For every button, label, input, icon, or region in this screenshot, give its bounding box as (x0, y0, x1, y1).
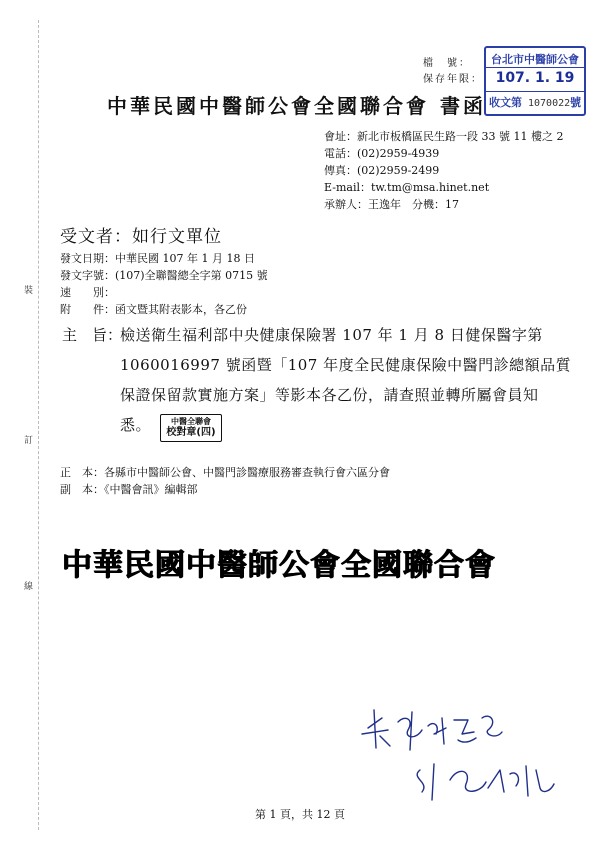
retention-label: 保存年限： (423, 74, 483, 85)
subject-line: 檢送衛生福利部中央健康保險署 107 年 1 月 8 日健保醫字第 (120, 326, 543, 344)
document-type: 書函 (440, 94, 486, 118)
margin-mark-line: 線 (24, 582, 34, 592)
proofread-stamp-label: 校對章(四) (166, 427, 216, 438)
issue-date: 發文日期：中華民國 107 年 1 月 18 日 (60, 252, 255, 265)
receipt-stamp (484, 46, 586, 116)
stamp-org: 台北市中醫師公會 (491, 53, 579, 66)
official-seal: 中華民國中醫師公會全國聯合會 (62, 548, 496, 583)
stamp-receipt-label: 收文第 (489, 96, 522, 109)
contact-handler: 承辦人：王逸年 分機：17 (324, 198, 459, 211)
stamp-divider (486, 67, 584, 68)
contact-address: 會址：新北市板橋區民生路一段 33 號 11 樓之 2 (324, 130, 564, 143)
stamp-divider (486, 91, 584, 92)
stamp-date: 107. 1. 19 (495, 70, 575, 86)
subject-label: 主 旨： (62, 326, 123, 344)
subject-line: 悉。 (120, 416, 152, 434)
handwritten-signature (350, 700, 580, 810)
proofread-stamp (160, 414, 222, 442)
contact-fax: 傳真：(02)2959-2499 (324, 164, 440, 177)
issue-number: 發文字號：(107)全聯醫總全字第 0715 號 (60, 269, 268, 282)
contact-phone: 電話：(02)2959-4939 (324, 147, 440, 160)
attachment: 附 件：函文暨其附表影本，各乙份 (60, 303, 247, 316)
recipient: 受文者：如行文單位 (60, 227, 222, 247)
stamp-number-suffix: 號 (570, 96, 581, 109)
copy-recipients: 副 本：《中醫會訊》編輯部 (60, 483, 198, 496)
stamp-receipt-number: 1070022 (528, 98, 571, 109)
binding-line (38, 20, 39, 830)
contact-email: E-mail：tw.tm@msa.hinet.net (324, 181, 490, 194)
org-title: 中華民國中醫師公會全國聯合會 (107, 94, 429, 118)
margin-mark-bind: 裝 (24, 286, 34, 296)
page-footer: 第 1 頁，共 12 頁 (255, 808, 345, 821)
subject-line: 保證保留款實施方案」等影本各乙份，請查照並轉所屬會員知 (120, 386, 539, 404)
file-number-label: 檔 號： (423, 58, 471, 69)
subject-line: 1060016997 號函暨「107 年度全民健康保險中醫門診總額品質 (120, 356, 572, 374)
margin-mark-staple: 訂 (24, 436, 34, 446)
delivery-speed: 速 別： (60, 286, 115, 299)
proofread-stamp-org: 中醫全聯會 (171, 417, 211, 426)
primary-recipients: 正 本：各縣市中醫師公會、中醫門診醫療服務審查執行會六區分會 (60, 466, 390, 479)
